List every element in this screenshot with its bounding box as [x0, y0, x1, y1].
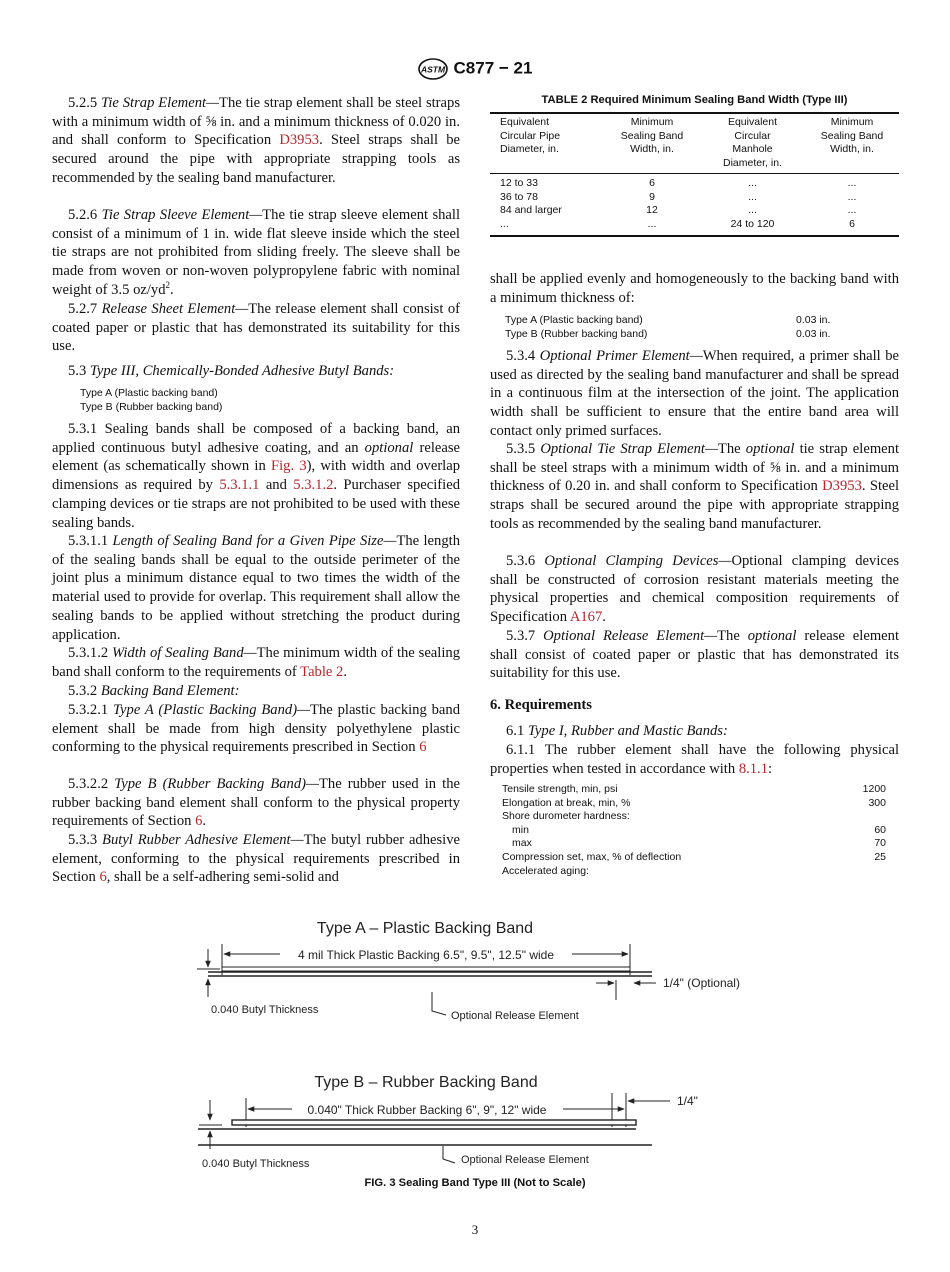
- list-item: Elongation at break, min, % 300: [502, 796, 886, 809]
- table-top-rule: [490, 112, 899, 114]
- table-mid-rule: [490, 173, 899, 174]
- link-d3953[interactable]: D3953: [279, 132, 320, 149]
- table-row: ... ... 24 to 120 6: [500, 217, 855, 230]
- para-5-3-2-2: 5.3.2.2 Type B (Rubber Backing Band)—The rubber used in the rubber backing band element shall conform to the physical property requirements of Section 6.: [52, 776, 461, 830]
- type-b-release-label: Optional Release Element: [461, 1154, 589, 1166]
- para-5-3-5: 5.3.5 Optional Tie Strap Element—The optional tie strap element shall be steel straps with a minimum width of ⅝ in. and a minimum thickness of 0.20 in. and shall conform to Specification D3953. Steel straps shall be secured around the pipe with appropriate strapping tools as recommended by the sealing band manufacturer.: [490, 441, 900, 532]
- para-5-2-6: 5.2.6 Tie Strap Sleeve Element—The tie strap sleeve element shall consist of a minimum of 1 in. wide flat sleeve inside which the steel tie straps are not prohibited from sliding freely. The sleeve shall be made from woven or non-woven polypropylene fabric with nominal weight of 3.5 $oz/yd^2$.: [52, 207, 461, 298]
- para-5-3-2-1: 5.3.2.1 Type A (Plastic Backing Band)—The plastic backing band element shall be made from high density polyethylene plastic conforming to the physical requirements prescribed in Section 6: [52, 702, 460, 756]
- list-item: Type B (Rubber backing band): [80, 400, 223, 413]
- page-number: 3: [471, 1222, 479, 1237]
- figure-3: [0, 905, 950, 1195]
- list-item: Type B (Rubber backing band) 0.03 in.: [505, 327, 831, 340]
- table-header-row: [490, 116, 899, 170]
- type-a-release-label: Optional Release Element: [451, 1010, 579, 1022]
- link-section-6[interactable]: 6: [195, 813, 203, 830]
- para-5-2-5: 5.2.5 Tie Strap Element—The tie strap element shall be steel straps with a minimum width of ⅝ in. and a minimum thickness of 0.020 in. and shall conform to Specification D3953. Steel straps shall be secured around the pipe with appropriate strapping tools as recommended by the sealing band manufacturer.: [52, 95, 460, 186]
- link-a167[interactable]: A167: [569, 609, 603, 626]
- para-5-3-1-1: 5.3.1.1 Length of Sealing Band for a Given Pipe Size—The length of the sealing bands shall be equal to the outside perimeter of the joint plus a minimum distance equal to two times the width of the material used to provide for overlap. This requirement shall allow the sealing bands to be applied without stretching the product during application.: [52, 533, 460, 643]
- type-a-backing-label: 4 mil Thick Plastic Backing 6.5", 9.5", 12.5" wide: [297, 948, 555, 962]
- para-continuation: shall be applied evenly and homogeneously to the backing band with a minimum thickness of:: [490, 271, 899, 306]
- list-item: Type A (Plastic backing band) 0.03 in.: [505, 314, 831, 326]
- list-item: Shore durometer hardness:: [502, 810, 630, 823]
- type-a-title: Type A – Plastic Backing Band: [316, 920, 534, 937]
- page-header: [0, 58, 950, 80]
- list-item: Tensile strength, min, psi 1200: [502, 783, 886, 795]
- para-5-2-7: 5.2.7 Release Sheet Element—The release element shall consist of coated paper or plastic that has demonstrated its suitability for this use.: [52, 301, 460, 355]
- table-header: Equivalent Circular Pipe Diameter, in.: [500, 116, 561, 155]
- link-section-6[interactable]: 6: [419, 739, 427, 756]
- section-heading: 6. Requirements: [490, 697, 592, 713]
- leader-line: [432, 992, 446, 1015]
- table-2-caption: TABLE 2 Required Minimum Sealing Band Width (Type III): [541, 94, 848, 106]
- figure-caption: FIG. 3 Sealing Band Type III (Not to Scale): [364, 1177, 586, 1189]
- link-5-3-1-2[interactable]: 5.3.1.2: [293, 477, 334, 494]
- list-item: Compression set, max, % of deflection 25: [502, 850, 886, 863]
- table-2-body: [490, 177, 899, 231]
- link-5-3-1-1[interactable]: 5.3.1.1: [219, 477, 260, 494]
- type-list: [80, 387, 222, 414]
- type-a-optional-label: 1/4" (Optional): [663, 976, 740, 990]
- designation: C877 − 21: [453, 58, 533, 78]
- table-row: 12 to 33 6 ... ...: [500, 177, 857, 189]
- type-b-title: Type B – Rubber Backing Band: [314, 1074, 538, 1091]
- para-6-1: 6.1 Type I, Rubber and Mastic Bands:: [506, 723, 728, 739]
- table-bottom-rule: [490, 235, 899, 237]
- table-header: Minimum Sealing Band Width, in.: [620, 116, 684, 155]
- plastic-backing-band: [222, 967, 630, 971]
- link-fig-3[interactable]: Fig. 3: [270, 458, 307, 475]
- list-item: max 70: [512, 837, 886, 850]
- table-row: 36 to 78 9 ... ...: [500, 190, 857, 203]
- rubber-backing-band: [232, 1120, 636, 1125]
- thickness-list: [505, 314, 865, 341]
- link-table-2[interactable]: Table 2: [300, 663, 344, 680]
- table-row: 84 and larger 12 ... ...: [500, 204, 857, 216]
- leader-line: [443, 1146, 455, 1163]
- astm-logo-icon: [418, 58, 448, 80]
- link-d3953[interactable]: D3953: [822, 478, 862, 495]
- link-section-6[interactable]: 6: [99, 869, 107, 886]
- type-b-backing-label: 0.040" Thick Rubber Backing 6", 9", 12" wide: [307, 1103, 547, 1117]
- table-2: [490, 116, 899, 170]
- para-5-3-6: 5.3.6 Optional Clamping Devices—Optional clamping devices shall be constructed of corrosion resistant materials meeting the physical properties and chemical composition requirements of Specification A167.: [490, 553, 900, 626]
- type-a-butyl-label: 0.040 Butyl Thickness: [211, 1004, 319, 1016]
- para-5-3-4: 5.3.4 Optional Primer Element—When required, a primer shall be used as directed by the sealing band manufacturer and shall be spread in a continuous film at the intersection of the joint. The application width shall be sufficient to ensure that the entire band area will contact only primed surfaces.: [490, 348, 899, 439]
- para-5-3-1: 5.3.1 Sealing bands shall be composed of a backing band, an applied continuous butyl adhesive coating, and an optional release element (as schematically shown in Fig. 3), with width and overlap dimensions as required by 5.3.1.1 and 5.3.1.2. Purchaser specified clamping devices or tie straps are not prohibited to be used with these sealing bands.: [52, 421, 461, 531]
- property-list: [502, 783, 886, 878]
- para-6-1-1: 6.1.1 The rubber element shall have the following physical properties when tested in accordance with 8.1.1:: [490, 742, 899, 777]
- svg-text:ASTM: ASTM: [420, 64, 445, 75]
- type-b-quarter-label: 1/4": [677, 1094, 698, 1108]
- list-item: Accelerated aging:: [502, 864, 589, 877]
- type-b-butyl-label: 0.040 Butyl Thickness: [202, 1158, 310, 1170]
- para-5-3: 5.3 Type III, Chemically-Bonded Adhesive Butyl Bands:: [68, 363, 395, 379]
- para-5-3-1-2: 5.3.1.2 Width of Sealing Band—The minimum width of the sealing band shall conform to the requirements of Table 2.: [52, 645, 460, 680]
- table-header: Equivalent Circular Manhole Diameter, in.: [723, 116, 782, 169]
- para-5-3-7: 5.3.7 Optional Release Element—The optional release element shall consist of coated paper or plastic that has demonstrated its suitability for this use.: [490, 628, 899, 682]
- list-item: min 60: [512, 823, 886, 836]
- link-8-1-1[interactable]: 8.1.1: [738, 760, 768, 777]
- list-item: Type A (Plastic backing band): [80, 387, 218, 399]
- para-5-3-2: 5.3.2 Backing Band Element:: [68, 683, 240, 699]
- table-header: Minimum Sealing Band Width, in.: [820, 116, 884, 155]
- para-5-3-3: 5.3.3 Butyl Rubber Adhesive Element—The butyl rubber adhesive element, conforming to the physical requirements prescribed in Section 6, shall be a self-adhering semi-solid and: [52, 832, 461, 886]
